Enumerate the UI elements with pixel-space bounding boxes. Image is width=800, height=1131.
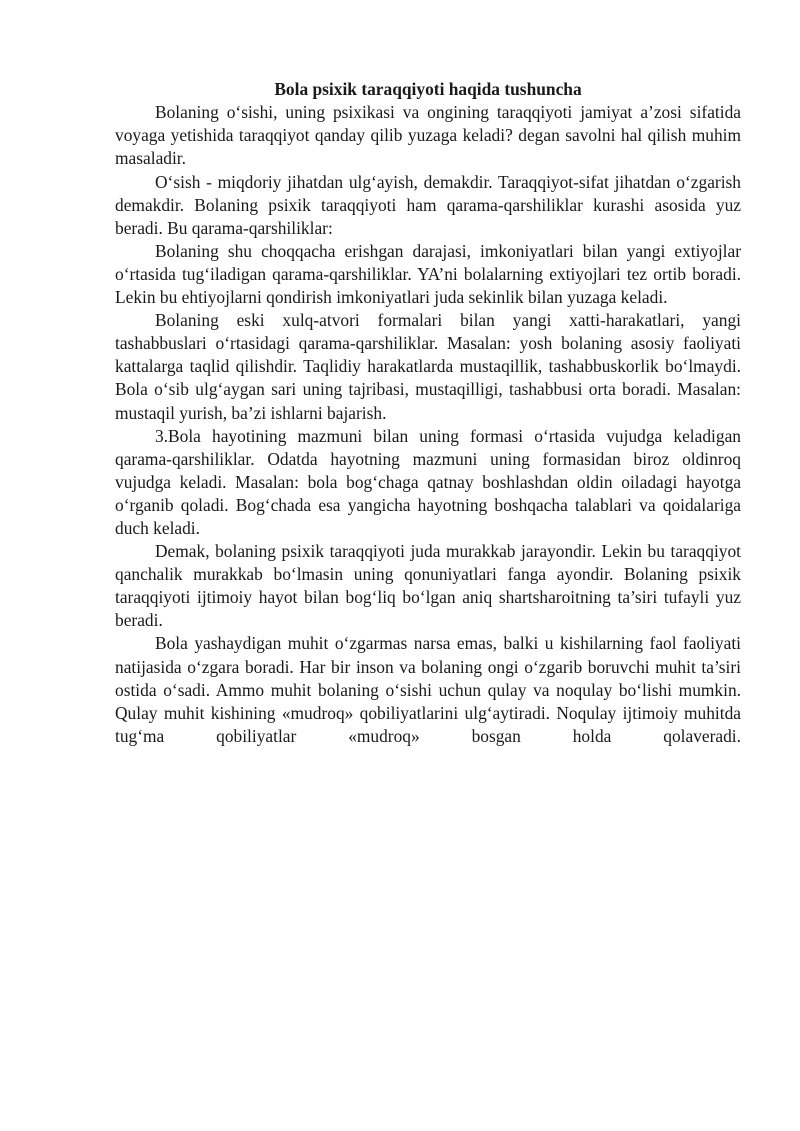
document-title: Bola psixik taraqqiyoti haqida tushuncha <box>274 79 582 99</box>
paragraph-4: Bolaning eski xulq-atvori formalari bilan yangi xatti-harakatlari, yangi tashabbuslari o‘rtasidagi qarama-qarshiliklar. Masalan: yosh bolaning asosiy faoliyati kattalarga taqlid qilishdir. Taqlidiy harakatlarda mustaqillik, tashabbuskorlik bo‘lmaydi. Bola o‘sib ulg‘aygan sari uning tajribasi, mustaqilligi, tashabbusi orta boradi. Masalan: mustaqil yurish, ba’zi ishlarni bajarish. <box>115 310 741 423</box>
document-page <box>115 78 741 748</box>
paragraph-7: Bola yashaydigan muhit o‘zgarmas narsa emas, balki u kishilarning faol faoliyati natijasida o‘zgara boradi. Har bir inson va bolaning ongi o‘zgarib boruvchi muhit ta’siri ostida o‘sadi. Ammo muhit bolaning o‘sishi uchun qulay va noqulay bo‘lishi mumkin. Qulay muhit kishining «mudroq» qobiliyatlarini ulg‘aytiradi. Noqulay ijtimoiy muhitda tug‘ma qobiliyatlar «mudroq» bosgan holda qolaveradi. <box>115 633 741 746</box>
paragraph-1: Bolaning o‘sishi, uning psixikasi va ongining taraqqiyoti jamiyat a’zosi sifatida voyaga yetishida taraqqiyot qanday qilib yuzaga keladi? degan savolni hal qilish muhim masaladir. <box>115 102 741 169</box>
paragraph-5: 3.Bola hayotining mazmuni bilan uning formasi o‘rtasida vujudga keladigan qarama-qarshiliklar. Odatda hayotning mazmuni uning formasidan biroz oldinroq vujudga keladi. Masalan: bola bog‘chaga qatnay boshlashdan oldin oiladagi hayotga o‘rganib qoladi. Bog‘chada esa yangicha hayotning boshqacha talablari va qoidalariga duch keladi. <box>115 425 741 538</box>
paragraph-6: Demak, bolaning psixik taraqqiyoti juda murakkab jarayondir. Lekin bu taraqqiyot qanchalik murakkab bo‘lmasin uning qonuniyatlari fanga ayondir. Bolaning psixik taraqqiyoti ijtimoiy hayot bilan bog‘liq bo‘lgan aniq shartsharoitning ta’siri tufayli yuz beradi. <box>115 541 741 631</box>
paragraph-3: Bolaning shu choqqacha erishgan darajasi, imkoniyatlari bilan yangi extiyojlar o‘rtasida tug‘iladigan qarama-qarshiliklar. YA’ni bolalarning extiyojlari tez ortib boradi. Lekin bu ehtiyojlarni qondirish imkoniyatlari juda sekinlik bilan yuzaga keladi. <box>115 240 741 308</box>
paragraph-2: O‘sish - miqdoriy jihatdan ulg‘ayish, demakdir. Taraqqiyot-sifat jihatdan o‘zgarish demakdir. Bolaning psixik taraqqiyoti ham qarama-qarshiliklar kurashi asosida yuz beradi. Bu qarama-qarshiliklar: <box>115 171 741 238</box>
